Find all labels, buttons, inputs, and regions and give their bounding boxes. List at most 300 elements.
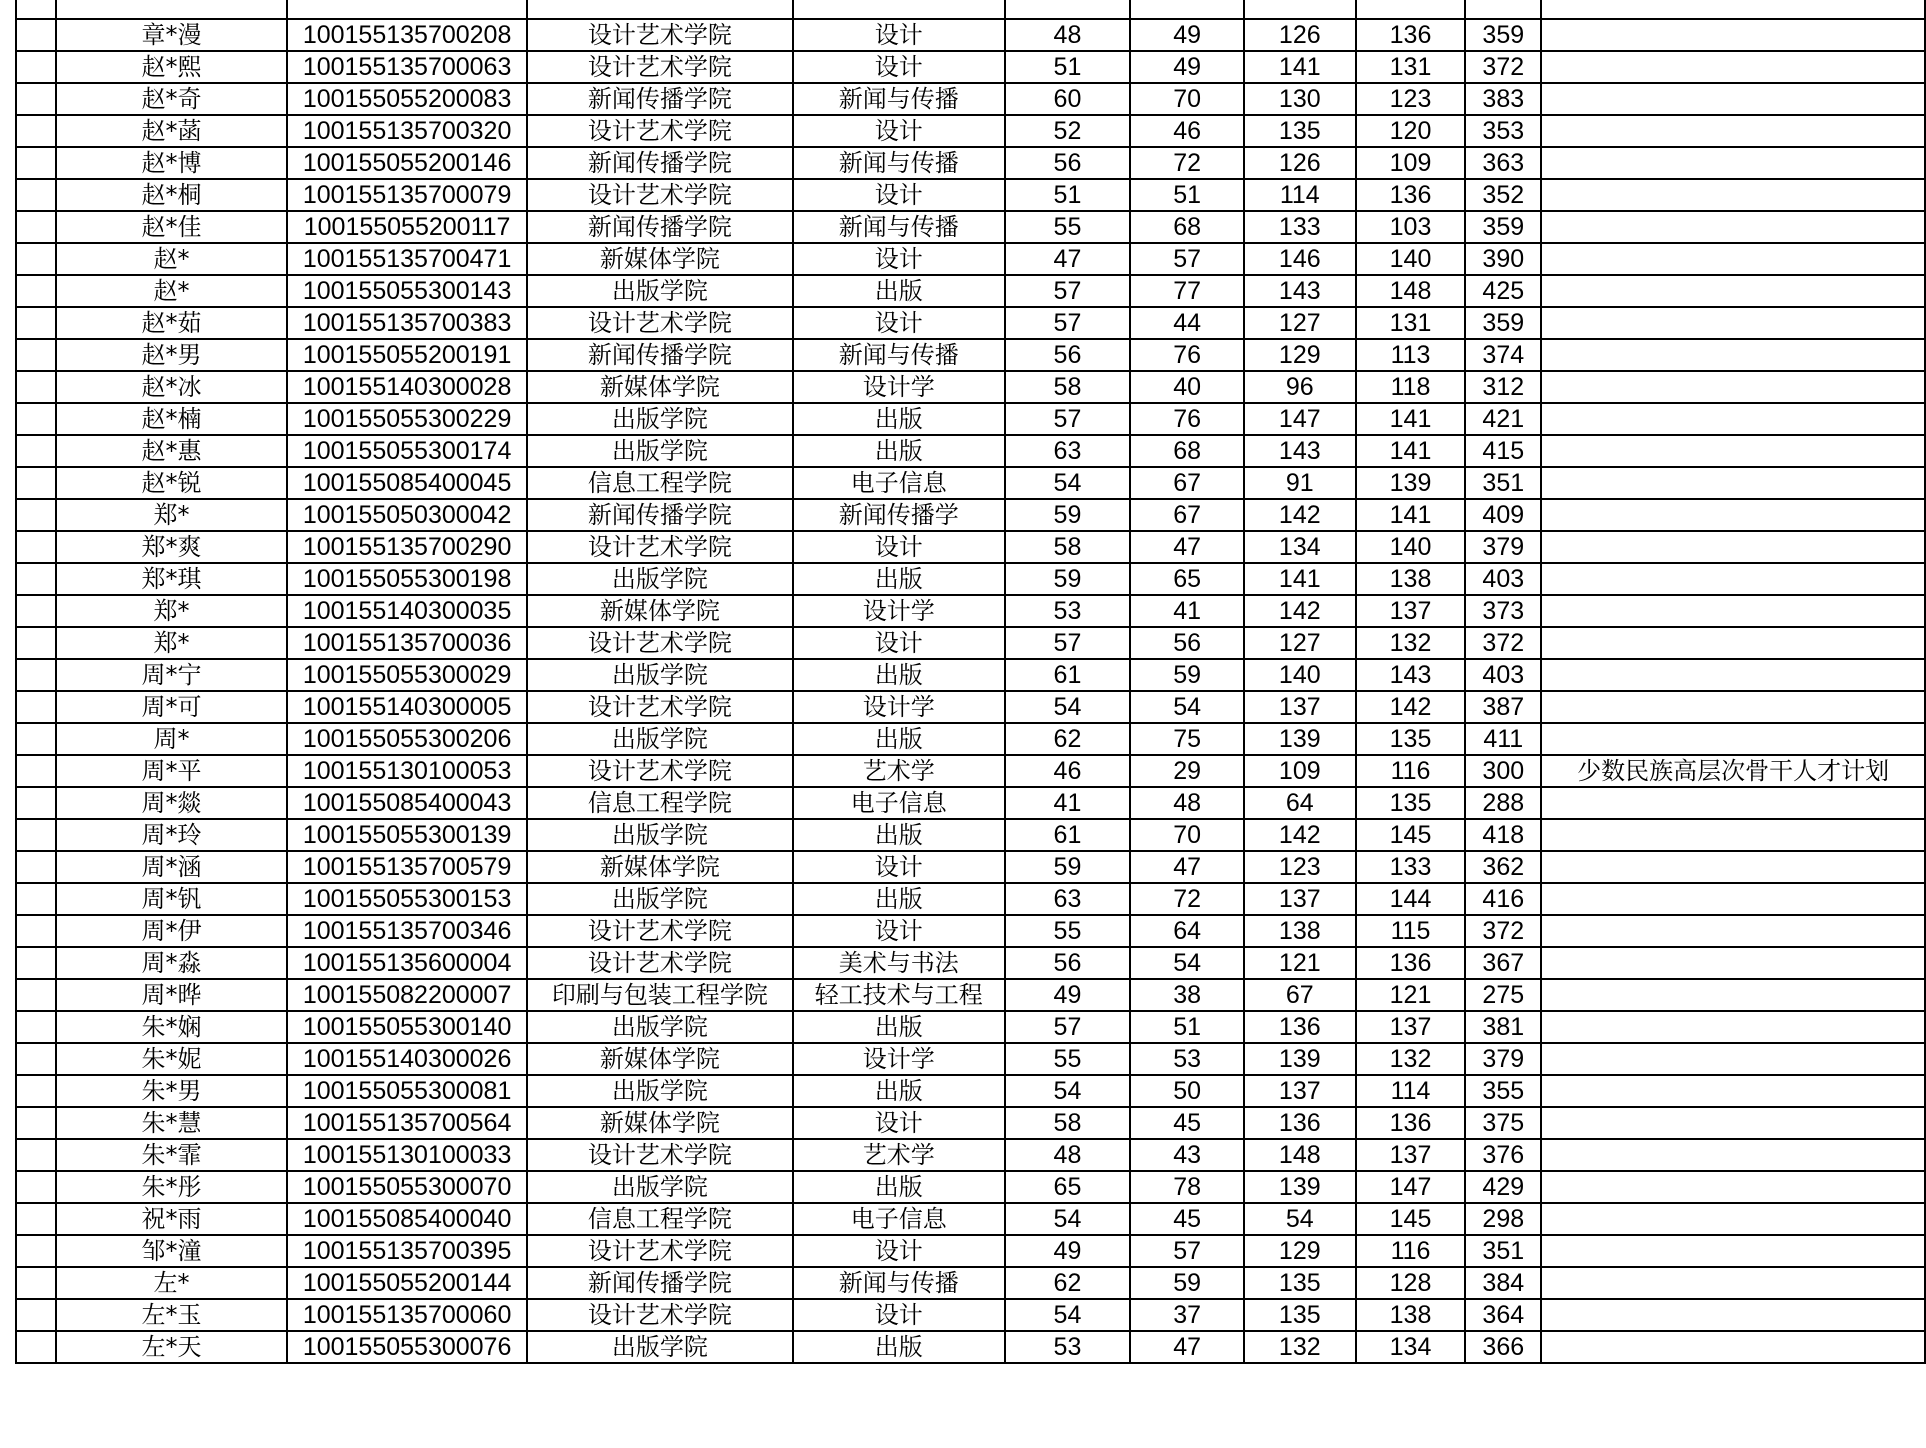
college-cell: 新闻传播学院 (527, 147, 793, 179)
subject-one-score-cell: 126 (1244, 19, 1356, 51)
student-name-cell: 赵*熙 (56, 51, 287, 83)
foreign-language-score-cell: 37 (1130, 1299, 1244, 1331)
table-row (16, 979, 1925, 1011)
politics-score-cell: 58 (1005, 531, 1131, 563)
subject-two-score-cell: 138 (1356, 563, 1466, 595)
table-row (16, 243, 1925, 275)
foreign-language-score-cell: 49 (1130, 19, 1244, 51)
remark-cell (1541, 563, 1925, 595)
remark-cell (1541, 307, 1925, 339)
table-row (16, 467, 1925, 499)
table-row (16, 819, 1925, 851)
politics-score-cell: 54 (1005, 691, 1131, 723)
remark-cell (1541, 1043, 1925, 1075)
subject-one-score-cell: 137 (1244, 1075, 1356, 1107)
row-gap-cell (16, 275, 56, 307)
student-name-cell: 赵*惠 (56, 435, 287, 467)
exam-id-cell: 100155085400040 (287, 1203, 527, 1235)
foreign-language-score-cell: 77 (1130, 275, 1244, 307)
foreign-language-score-cell: 44 (1130, 307, 1244, 339)
row-gap-cell (16, 403, 56, 435)
row-gap-cell (16, 1075, 56, 1107)
major-cell: 设计学 (793, 371, 1005, 403)
table-row (16, 403, 1925, 435)
total-score-cell: 374 (1465, 339, 1541, 371)
total-score-cell: 390 (1465, 243, 1541, 275)
subject-two-score-cell: 135 (1356, 723, 1466, 755)
remark-cell (1541, 339, 1925, 371)
row-gap-cell (16, 243, 56, 275)
student-name-cell: 周*伊 (56, 915, 287, 947)
table-row (16, 883, 1925, 915)
row-gap-cell (16, 147, 56, 179)
subject-one-score-cell: 126 (1244, 147, 1356, 179)
exam-id-cell: 100155082200007 (287, 979, 527, 1011)
remark-cell (1541, 1235, 1925, 1267)
subject-one-score-cell: 136 (1244, 1011, 1356, 1043)
remark-cell (1541, 1011, 1925, 1043)
table-row (16, 147, 1925, 179)
total-score-cell: 411 (1465, 723, 1541, 755)
subject-one-score-cell: 54 (1244, 1203, 1356, 1235)
exam-id-cell: 100155055300076 (287, 1331, 527, 1363)
college-cell: 新媒体学院 (527, 1107, 793, 1139)
college-cell: 信息工程学院 (527, 467, 793, 499)
politics-score-cell: 55 (1005, 915, 1131, 947)
exam-id-cell: 100155055200146 (287, 147, 527, 179)
college-cell: 新媒体学院 (527, 243, 793, 275)
college-cell: 出版学院 (527, 723, 793, 755)
college-cell: 设计艺术学院 (527, 531, 793, 563)
foreign-language-score-cell: 76 (1130, 403, 1244, 435)
student-name-cell: 周*平 (56, 755, 287, 787)
student-name-cell: 赵*锐 (56, 467, 287, 499)
foreign-language-score-cell: 64 (1130, 915, 1244, 947)
subject-one-score-cell: 138 (1244, 915, 1356, 947)
foreign-language-score-cell: 78 (1130, 1171, 1244, 1203)
student-name-cell: 赵*桐 (56, 179, 287, 211)
subject-two-score-cell: 103 (1356, 211, 1466, 243)
college-cell: 设计艺术学院 (527, 1139, 793, 1171)
major-cell: 设计 (793, 1107, 1005, 1139)
subject-one-score-cell: 141 (1244, 51, 1356, 83)
subject-two-score-cell: 145 (1356, 819, 1466, 851)
remark-cell (1541, 147, 1925, 179)
college-cell: 设计艺术学院 (527, 947, 793, 979)
politics-score-cell: 61 (1005, 659, 1131, 691)
major-cell: 新闻与传播 (793, 339, 1005, 371)
subject-two-score-cell: 140 (1356, 243, 1466, 275)
row-gap-cell (16, 307, 56, 339)
table-row (16, 1267, 1925, 1299)
politics-score-cell: 51 (1005, 179, 1131, 211)
subject-two-score-cell: 128 (1356, 1267, 1466, 1299)
remark-cell (1541, 979, 1925, 1011)
student-name-cell: 周*淼 (56, 947, 287, 979)
student-name-cell: 赵*楠 (56, 403, 287, 435)
subject-two-score-cell: 144 (1356, 883, 1466, 915)
subject-one-score-cell: 142 (1244, 595, 1356, 627)
politics-score-cell: 48 (1005, 19, 1131, 51)
foreign-language-score-cell: 45 (1130, 1107, 1244, 1139)
exam-id-cell: 100155055300070 (287, 1171, 527, 1203)
subject-one-score-cell: 135 (1244, 1299, 1356, 1331)
row-gap-cell (16, 979, 56, 1011)
subject-two-score-cell: 136 (1356, 947, 1466, 979)
row-gap-cell (16, 1139, 56, 1171)
subject-two-score-cell: 134 (1356, 1331, 1466, 1363)
student-name-cell: 周*玲 (56, 819, 287, 851)
total-score-cell: 379 (1465, 1043, 1541, 1075)
subject-one-score-cell: 129 (1244, 339, 1356, 371)
major-cell: 新闻与传播 (793, 83, 1005, 115)
foreign-language-score-cell: 45 (1130, 1203, 1244, 1235)
table-row (16, 1139, 1925, 1171)
subject-one-score-cell: 123 (1244, 851, 1356, 883)
subject-two-score-cell: 109 (1356, 147, 1466, 179)
table-row (16, 275, 1925, 307)
politics-score-cell: 63 (1005, 883, 1131, 915)
row-gap-cell (16, 211, 56, 243)
student-name-cell: 赵* (56, 243, 287, 275)
subject-two-score-cell: 141 (1356, 499, 1466, 531)
row-gap-cell (16, 19, 56, 51)
remark-cell (1541, 723, 1925, 755)
college-cell: 新闻传播学院 (527, 211, 793, 243)
exam-id-cell: 100155135700564 (287, 1107, 527, 1139)
subject-one-score-cell: 137 (1244, 691, 1356, 723)
table-row-partial (16, 0, 1925, 19)
total-score-cell: 312 (1465, 371, 1541, 403)
major-cell: 设计 (793, 115, 1005, 147)
exam-id-cell: 100155050300042 (287, 499, 527, 531)
politics-score-cell: 57 (1005, 627, 1131, 659)
subject-one-score-cell: 109 (1244, 755, 1356, 787)
row-gap-cell (16, 691, 56, 723)
table-row (16, 371, 1925, 403)
college-cell: 设计艺术学院 (527, 179, 793, 211)
table-row (16, 211, 1925, 243)
politics-score-cell: 48 (1005, 1139, 1131, 1171)
student-name-cell: 周*可 (56, 691, 287, 723)
subject-one-score-cell: 96 (1244, 371, 1356, 403)
table-row (16, 1171, 1925, 1203)
remark-cell (1541, 691, 1925, 723)
row-gap-cell (16, 179, 56, 211)
foreign-language-score-cell: 67 (1130, 467, 1244, 499)
politics-score-cell: 56 (1005, 147, 1131, 179)
major-cell: 出版 (793, 563, 1005, 595)
exam-id-cell: 100155055300139 (287, 819, 527, 851)
politics-score-cell: 59 (1005, 499, 1131, 531)
remark-cell (1541, 179, 1925, 211)
student-name-cell: 周*涵 (56, 851, 287, 883)
major-cell: 出版 (793, 819, 1005, 851)
exam-id-cell: 100155140300026 (287, 1043, 527, 1075)
table-row (16, 659, 1925, 691)
subject-one-score-cell: 140 (1244, 659, 1356, 691)
college-cell: 印刷与包装工程学院 (527, 979, 793, 1011)
student-name-cell: 郑* (56, 627, 287, 659)
total-score-cell: 409 (1465, 499, 1541, 531)
row-gap-cell (16, 1331, 56, 1363)
total-score-cell: 381 (1465, 1011, 1541, 1043)
total-score-cell: 421 (1465, 403, 1541, 435)
college-cell: 新闻传播学院 (527, 1267, 793, 1299)
subject-one-score-cell: 143 (1244, 435, 1356, 467)
student-name-cell: 周*晔 (56, 979, 287, 1011)
exam-id-cell: 100155085400043 (287, 787, 527, 819)
remark-cell (1541, 51, 1925, 83)
table-row (16, 307, 1925, 339)
foreign-language-score-cell: 47 (1130, 531, 1244, 563)
subject-two-score-cell: 140 (1356, 531, 1466, 563)
politics-score-cell: 61 (1005, 819, 1131, 851)
total-score-cell: 355 (1465, 1075, 1541, 1107)
foreign-language-score-cell: 72 (1130, 147, 1244, 179)
row-gap-cell (16, 339, 56, 371)
politics-score-cell: 52 (1005, 115, 1131, 147)
exam-id-cell: 100155135700320 (287, 115, 527, 147)
subject-one-score-cell: 147 (1244, 403, 1356, 435)
row-gap-cell (16, 819, 56, 851)
student-name-cell: 郑* (56, 595, 287, 627)
foreign-language-score-cell: 53 (1130, 1043, 1244, 1075)
student-name-cell: 郑*琪 (56, 563, 287, 595)
row-gap-cell (16, 915, 56, 947)
subject-two-score-cell: 120 (1356, 115, 1466, 147)
total-score-cell: 403 (1465, 563, 1541, 595)
exam-id-cell: 100155130100033 (287, 1139, 527, 1171)
student-name-cell: 郑* (56, 499, 287, 531)
remark-cell (1541, 883, 1925, 915)
subject-two-score-cell: 147 (1356, 1171, 1466, 1203)
row-gap-cell (16, 1299, 56, 1331)
exam-id-cell: 100155055300153 (287, 883, 527, 915)
total-score-cell: 298 (1465, 1203, 1541, 1235)
remark-cell (1541, 531, 1925, 563)
major-cell: 设计 (793, 1299, 1005, 1331)
total-score-cell: 372 (1465, 915, 1541, 947)
college-cell: 新媒体学院 (527, 595, 793, 627)
college-cell: 出版学院 (527, 403, 793, 435)
college-cell: 设计艺术学院 (527, 691, 793, 723)
table-row (16, 1203, 1925, 1235)
row-gap-cell (16, 883, 56, 915)
table-row (16, 1043, 1925, 1075)
student-name-cell: 周*燚 (56, 787, 287, 819)
major-cell: 出版 (793, 1075, 1005, 1107)
exam-id-cell: 100155055200083 (287, 83, 527, 115)
exam-id-cell: 100155055200191 (287, 339, 527, 371)
subject-one-score-cell: 143 (1244, 275, 1356, 307)
subject-two-score-cell: 116 (1356, 1235, 1466, 1267)
total-score-cell: 359 (1465, 307, 1541, 339)
student-name-cell: 邹*潼 (56, 1235, 287, 1267)
subject-two-score-cell: 137 (1356, 595, 1466, 627)
college-cell: 信息工程学院 (527, 1203, 793, 1235)
total-score-cell: 362 (1465, 851, 1541, 883)
subject-one-score-cell: 139 (1244, 1043, 1356, 1075)
remark-cell (1541, 499, 1925, 531)
college-cell: 出版学院 (527, 659, 793, 691)
student-name-cell: 朱*妮 (56, 1043, 287, 1075)
student-name-cell: 章*漫 (56, 19, 287, 51)
politics-score-cell: 47 (1005, 243, 1131, 275)
college-cell: 设计艺术学院 (527, 915, 793, 947)
total-score-cell: 383 (1465, 83, 1541, 115)
table-row (16, 915, 1925, 947)
college-cell: 出版学院 (527, 819, 793, 851)
subject-two-score-cell: 115 (1356, 915, 1466, 947)
student-name-cell: 左*天 (56, 1331, 287, 1363)
remark-cell (1541, 1171, 1925, 1203)
subject-two-score-cell: 135 (1356, 787, 1466, 819)
subject-one-score-cell: 148 (1244, 1139, 1356, 1171)
foreign-language-score-cell: 48 (1130, 787, 1244, 819)
major-cell: 设计 (793, 627, 1005, 659)
exam-id-cell: 100155055300081 (287, 1075, 527, 1107)
total-score-cell: 275 (1465, 979, 1541, 1011)
politics-score-cell: 55 (1005, 1043, 1131, 1075)
table-row (16, 1011, 1925, 1043)
exam-id-cell: 100155130100053 (287, 755, 527, 787)
subject-two-score-cell: 139 (1356, 467, 1466, 499)
student-name-cell: 赵*男 (56, 339, 287, 371)
major-cell: 出版 (793, 403, 1005, 435)
remark-cell (1541, 243, 1925, 275)
politics-score-cell: 41 (1005, 787, 1131, 819)
exam-id-cell: 100155135700579 (287, 851, 527, 883)
subject-one-score-cell: 141 (1244, 563, 1356, 595)
major-cell: 出版 (793, 1331, 1005, 1363)
politics-score-cell: 60 (1005, 83, 1131, 115)
foreign-language-score-cell: 59 (1130, 1267, 1244, 1299)
total-score-cell: 425 (1465, 275, 1541, 307)
subject-two-score-cell: 142 (1356, 691, 1466, 723)
score-table-body (16, 0, 1925, 1363)
college-cell: 出版学院 (527, 275, 793, 307)
student-name-cell: 赵*菡 (56, 115, 287, 147)
student-name-cell: 赵*茹 (56, 307, 287, 339)
row-gap-cell (16, 1011, 56, 1043)
table-row (16, 19, 1925, 51)
subject-two-score-cell: 136 (1356, 1107, 1466, 1139)
student-name-cell: 朱*慧 (56, 1107, 287, 1139)
table-row (16, 499, 1925, 531)
major-cell: 出版 (793, 435, 1005, 467)
exam-id-cell: 100155135700383 (287, 307, 527, 339)
row-gap-cell (16, 499, 56, 531)
college-cell: 设计艺术学院 (527, 1235, 793, 1267)
major-cell: 新闻与传播 (793, 211, 1005, 243)
row-gap-cell (16, 755, 56, 787)
politics-score-cell: 46 (1005, 755, 1131, 787)
subject-one-score-cell: 129 (1244, 1235, 1356, 1267)
subject-two-score-cell: 121 (1356, 979, 1466, 1011)
major-cell: 艺术学 (793, 755, 1005, 787)
remark-cell (1541, 275, 1925, 307)
major-cell: 设计学 (793, 1043, 1005, 1075)
total-score-cell: 367 (1465, 947, 1541, 979)
subject-one-score-cell: 137 (1244, 883, 1356, 915)
total-score-cell: 418 (1465, 819, 1541, 851)
subject-two-score-cell: 141 (1356, 403, 1466, 435)
table-row (16, 435, 1925, 467)
foreign-language-score-cell: 51 (1130, 179, 1244, 211)
total-score-cell: 416 (1465, 883, 1541, 915)
college-cell: 出版学院 (527, 563, 793, 595)
row-gap-cell (16, 371, 56, 403)
total-score-cell: 429 (1465, 1171, 1541, 1203)
exam-id-cell: 100155055300140 (287, 1011, 527, 1043)
row-gap-cell (16, 595, 56, 627)
total-score-cell: 359 (1465, 211, 1541, 243)
subject-two-score-cell: 133 (1356, 851, 1466, 883)
table-row (16, 595, 1925, 627)
subject-one-score-cell: 135 (1244, 1267, 1356, 1299)
table-row (16, 1075, 1925, 1107)
total-score-cell: 351 (1465, 1235, 1541, 1267)
student-name-cell: 赵*佳 (56, 211, 287, 243)
row-gap-cell (16, 51, 56, 83)
remark-cell (1541, 1107, 1925, 1139)
exam-id-cell: 100155135700079 (287, 179, 527, 211)
major-cell: 艺术学 (793, 1139, 1005, 1171)
college-cell: 设计艺术学院 (527, 755, 793, 787)
row-gap-cell (16, 1267, 56, 1299)
exam-id-cell: 100155055300198 (287, 563, 527, 595)
major-cell: 设计学 (793, 595, 1005, 627)
foreign-language-score-cell: 43 (1130, 1139, 1244, 1171)
total-score-cell: 375 (1465, 1107, 1541, 1139)
foreign-language-score-cell: 70 (1130, 83, 1244, 115)
total-score-cell: 353 (1465, 115, 1541, 147)
politics-score-cell: 54 (1005, 467, 1131, 499)
exam-id-cell: 100155055200144 (287, 1267, 527, 1299)
subject-two-score-cell: 118 (1356, 371, 1466, 403)
foreign-language-score-cell: 38 (1130, 979, 1244, 1011)
total-score-cell: 384 (1465, 1267, 1541, 1299)
subject-one-score-cell: 91 (1244, 467, 1356, 499)
exam-id-cell: 100155135700060 (287, 1299, 527, 1331)
foreign-language-score-cell: 54 (1130, 947, 1244, 979)
exam-id-cell: 100155055300174 (287, 435, 527, 467)
remark-cell (1541, 627, 1925, 659)
subject-one-score-cell: 133 (1244, 211, 1356, 243)
foreign-language-score-cell: 56 (1130, 627, 1244, 659)
politics-score-cell: 58 (1005, 1107, 1131, 1139)
college-cell: 新闻传播学院 (527, 499, 793, 531)
student-name-cell: 郑*爽 (56, 531, 287, 563)
row-gap-cell (16, 947, 56, 979)
foreign-language-score-cell: 70 (1130, 819, 1244, 851)
college-cell: 出版学院 (527, 883, 793, 915)
college-cell: 设计艺术学院 (527, 19, 793, 51)
table-row (16, 787, 1925, 819)
subject-two-score-cell: 123 (1356, 83, 1466, 115)
foreign-language-score-cell: 76 (1130, 339, 1244, 371)
college-cell: 出版学院 (527, 1075, 793, 1107)
table-row (16, 691, 1925, 723)
remark-cell (1541, 1075, 1925, 1107)
exam-id-cell: 100155135700208 (287, 19, 527, 51)
total-score-cell: 352 (1465, 179, 1541, 211)
row-gap-cell (16, 115, 56, 147)
subject-two-score-cell: 114 (1356, 1075, 1466, 1107)
politics-score-cell: 57 (1005, 1011, 1131, 1043)
remark-cell (1541, 467, 1925, 499)
